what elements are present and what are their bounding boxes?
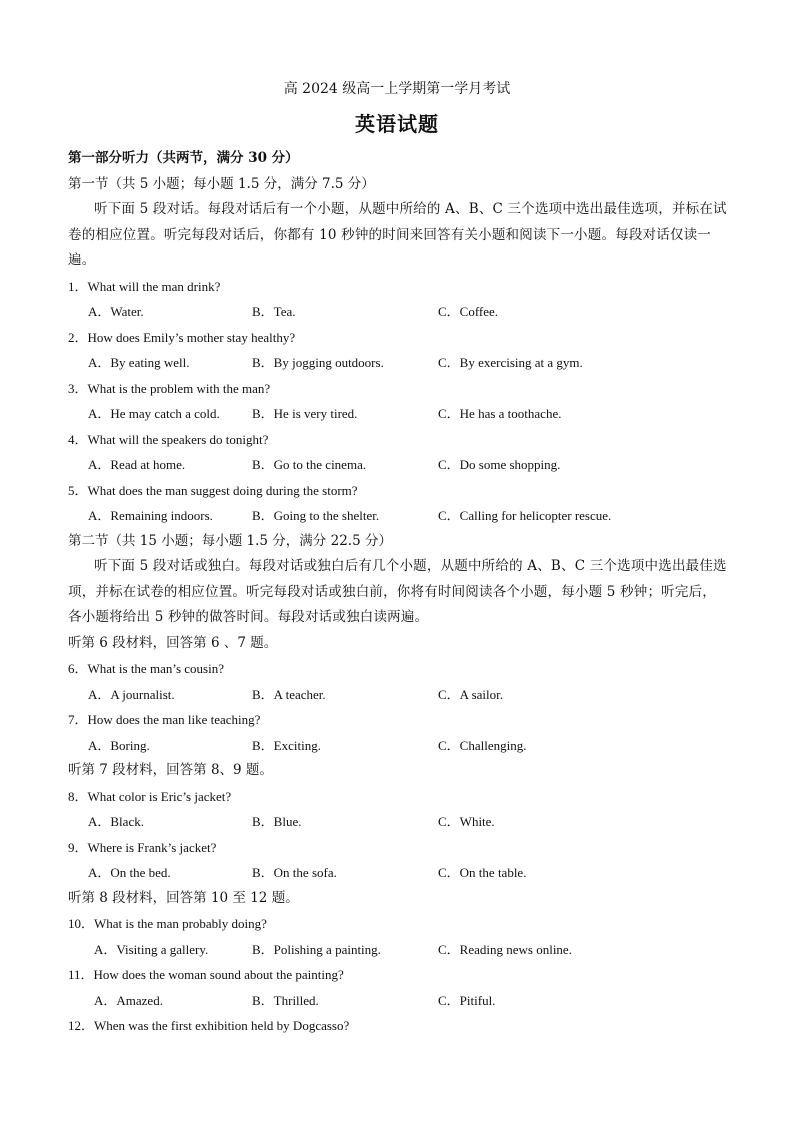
options-1 [68, 299, 728, 325]
question-8: 8．What color is Eric’s jacket? [68, 788, 232, 804]
option-c: C．A sailor. [438, 686, 504, 702]
options-11 [68, 988, 728, 1014]
option-b: B．Going to the shelter. [252, 508, 380, 523]
section1-instructions: 听下面 5 段对话。每段对话后有一个小题，从题中所给的 A、B、C 三个选项中选出最佳选项，并标在试卷的相应位置。听完每段对话后，你都有 10 秒钟的时间来回答有关小题和阅读下一小题。每段对话仅读一遍。 [68, 201, 727, 268]
question-4: 4．What will the speakers do tonight? [68, 431, 269, 447]
option-c: C．Pitiful. [438, 992, 496, 1008]
option-a: A．Water. [88, 304, 144, 319]
option-c: C．Coffee. [438, 304, 499, 319]
section2-instructions: 听下面 5 段对话或独白。每段对话或独白后有几个小题，从题中所给的 A、B、C 三个选项中选出最佳选项，并标在试卷的相应位置。听完每段对话或独白前，你将有时间阅读各个小题，每小题 5 秒钟；听完后，各小题将给出 5 秒钟的做答时间。每段对话或独白读两遍。 [68, 558, 727, 625]
section1-heading: 第一节（共 5 小题；每小题 1.5 分，满分 7.5 分） [68, 175, 375, 192]
option-a: A．Read at home. [88, 457, 186, 472]
option-c: C．He has a toothache. [438, 406, 562, 421]
option-b: B．By jogging outdoors. [252, 355, 384, 370]
option-c: C．White. [438, 814, 495, 829]
option-a: A．Black. [88, 814, 144, 829]
question-11: 11．How does the woman sound about the painting? [68, 967, 344, 982]
option-c: C．Calling for helicopter rescue. [438, 508, 612, 523]
exam-content [68, 146, 728, 1039]
option-b: B．A teacher. [252, 686, 326, 702]
question-12: 12．When was the first exhibition held by Dogcasso? [68, 1018, 350, 1033]
options-6 [68, 682, 728, 708]
question-3: 3．What is the problem with the man? [68, 380, 271, 396]
option-b: B．Thrilled. [252, 992, 319, 1008]
subject-title: 英语试题 [355, 112, 439, 136]
question-5: 5．What does the man suggest doing during the storm? [68, 482, 358, 498]
options-2 [68, 350, 728, 376]
material-8-note: 听第 8 段材料，回答第 10 至 12 题。 [68, 889, 299, 906]
options-7 [68, 733, 728, 759]
options-8 [68, 809, 728, 835]
options-9 [68, 860, 728, 886]
option-a: A．Remaining indoors. [88, 508, 213, 523]
section2-heading: 第二节（共 15 小题；每小题 1.5 分，满分 22.5 分） [68, 532, 392, 549]
options-5 [68, 503, 728, 529]
question-2: 2．How does Emily’s mother stay healthy? [68, 329, 296, 345]
question-9: 9．Where is Frank’s jacket? [68, 839, 217, 855]
option-c: C．On the table. [438, 865, 527, 880]
option-a: A．By eating well. [88, 355, 190, 370]
option-b: B．On the sofa. [252, 865, 337, 880]
option-a: A．Visiting a gallery. [94, 941, 209, 957]
options-4 [68, 452, 728, 478]
option-b: B．Exciting. [252, 737, 321, 753]
question-7: 7．How does the man like teaching? [68, 712, 261, 727]
exam-title: 高 2024 级高一上学期第一学月考试 [283, 81, 511, 97]
option-b: B．Blue. [252, 814, 302, 829]
option-b: B．Tea. [252, 304, 296, 319]
option-c: C．Challenging. [438, 737, 527, 753]
material-7-note: 听第 7 段材料，回答第 8、9 题。 [68, 762, 273, 778]
option-b: B．Go to the cinema. [252, 457, 367, 472]
option-c: C．By exercising at a gym. [438, 355, 583, 370]
options-3 [68, 401, 728, 427]
question-1: 1．What will the man drink? [68, 278, 221, 294]
option-c: C．Do some shopping. [438, 457, 561, 472]
option-c: C．Reading news online. [438, 941, 572, 957]
option-b: B．He is very tired. [252, 406, 358, 421]
options-10 [68, 937, 728, 963]
option-a: A．Boring. [88, 737, 150, 753]
option-b: B．Polishing a painting. [252, 941, 381, 957]
material-6-note: 听第 6 段材料，回答第 6 、7 题。 [68, 634, 278, 651]
option-a: A．He may catch a cold. [88, 406, 220, 421]
question-10: 10．What is the man probably doing? [68, 916, 267, 931]
question-6: 6．What is the man’s cousin? [68, 661, 224, 676]
part1-heading: 第一部分听力（共两节，满分 30 分） [68, 150, 299, 166]
option-a: A．A journalist. [88, 686, 175, 702]
option-a: A．Amazed. [94, 992, 163, 1008]
option-a: A．On the bed. [88, 865, 171, 880]
